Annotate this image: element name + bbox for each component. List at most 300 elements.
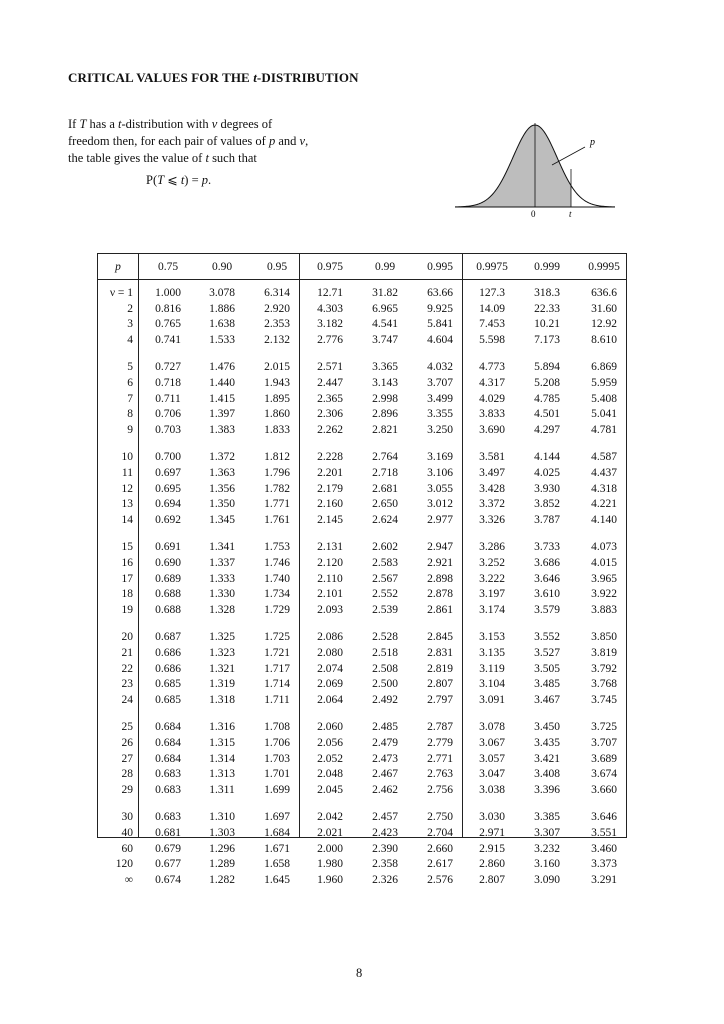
table-cell: 0.692 [155, 514, 181, 527]
table-cell: 2.228 [317, 451, 343, 464]
table-cell: 1.311 [209, 784, 235, 797]
table-cell: 2.473 [372, 752, 398, 765]
table-cell: 0.690 [155, 557, 181, 569]
table-cell: 3.428 [479, 482, 505, 495]
table-cell: 3.143 [372, 377, 398, 389]
table-cell: 2.860 [479, 858, 505, 871]
table-cell: 1.706 [264, 737, 290, 749]
table-cell: 2.571 [317, 361, 343, 374]
table-cell: 0.683 [155, 784, 181, 797]
table-cell: 2.080 [317, 647, 343, 659]
table-cell: 0.741 [155, 334, 181, 347]
table-cell: 3.135 [479, 647, 505, 659]
table-cell: 3.725 [591, 721, 617, 734]
table-cell: 0.688 [155, 588, 181, 601]
table-cell: 31.82 [372, 287, 398, 299]
table-cell: 2.492 [372, 694, 398, 707]
table-cell: 2.861 [427, 604, 453, 617]
table-cell: 1.440 [209, 377, 235, 389]
table-cell: 1.337 [209, 557, 235, 569]
table-cell: 2.971 [479, 827, 505, 839]
table-cell: 2.056 [317, 737, 343, 749]
critical-values-table [97, 253, 627, 887]
table-cell: 0.697 [155, 467, 181, 479]
table-cell: 0.691 [155, 541, 181, 554]
table-cell: 2.787 [427, 721, 453, 734]
table-cell: 1.372 [209, 451, 235, 464]
row-label-nu: 10 [121, 451, 133, 464]
table-cell: 5.408 [591, 392, 617, 405]
table-cell: 1.310 [209, 811, 235, 824]
table-cell: 0.684 [155, 752, 181, 765]
table-cell: 1.330 [209, 588, 235, 601]
table-cell: 3.435 [534, 737, 560, 749]
table-cell: 1.771 [264, 498, 290, 511]
intro-line-2: freedom then, for each pair of values of p and ν, [68, 134, 309, 148]
table-cell: 2.064 [317, 694, 343, 707]
table-cell: 1.782 [264, 482, 290, 495]
table-cell: 1.316 [209, 721, 235, 734]
table-cell: 3.385 [534, 811, 560, 824]
table-cell: 2.093 [317, 604, 343, 617]
table-cell: 4.587 [591, 451, 617, 464]
table-cell: 0.681 [155, 827, 181, 839]
table-cell: 1.282 [209, 874, 235, 887]
table-cell: 1.321 [209, 662, 235, 675]
table-cell: 2.500 [372, 678, 398, 691]
table-cell: 2.583 [372, 557, 398, 569]
table-cell: 2.120 [317, 557, 343, 569]
table-cell: 3.690 [479, 424, 505, 437]
table-cell: 3.922 [591, 588, 617, 601]
table-cell: 2.624 [372, 514, 398, 527]
table-cell: 3.499 [427, 392, 453, 405]
table-cell: 2.528 [372, 631, 398, 644]
table-cell: 1.356 [209, 482, 235, 495]
table-cell: 2.457 [372, 811, 398, 824]
table-cell: 2.365 [317, 392, 343, 405]
table-cell: 2.718 [372, 467, 398, 479]
table-cell: 3.307 [534, 827, 560, 839]
row-label-nu: 8 [127, 408, 133, 421]
table-cell: 3.850 [591, 631, 617, 644]
table-cell: 3.222 [479, 572, 505, 585]
table-cell: 1.960 [317, 874, 343, 887]
row-label-nu: 19 [121, 604, 133, 617]
table-cell: 3.579 [534, 604, 560, 617]
table-cell: 2.423 [372, 827, 398, 839]
row-label-nu: 24 [121, 694, 133, 707]
table-cell: 3.153 [479, 631, 505, 644]
table-cell: 3.047 [479, 768, 505, 781]
table-cell: 3.182 [317, 318, 343, 331]
table-cell: 3.365 [372, 361, 398, 374]
table-cell: 1.645 [264, 874, 290, 887]
table-cell: 0.684 [155, 737, 181, 749]
table-cell: 1.000 [155, 287, 181, 299]
table-cell: 3.527 [534, 647, 560, 659]
header-p-value: 0.9975 [476, 261, 508, 273]
table-cell: 6.869 [591, 361, 617, 374]
table-cell: 1.341 [209, 541, 235, 554]
row-label-nu: 25 [121, 721, 133, 734]
row-label-nu: 22 [121, 662, 133, 675]
table-cell: 1.703 [264, 752, 290, 765]
table-cell: 1.533 [209, 334, 235, 347]
intro-line-3: the table gives the value of t such that [68, 151, 257, 165]
table-cell: 3.197 [479, 588, 505, 601]
table-cell: 3.396 [534, 784, 560, 797]
table-cell: 2.042 [317, 811, 343, 824]
table-cell: 3.733 [534, 541, 560, 554]
table-cell: 0.765 [155, 318, 181, 331]
table-cell: 1.886 [209, 302, 235, 315]
table-cell: 0.703 [155, 424, 181, 437]
table-cell: 3.373 [591, 858, 617, 871]
table-cell: 1.684 [264, 827, 290, 839]
table-cell: 2.771 [427, 752, 453, 765]
table-cell: 2.518 [372, 647, 398, 659]
table-cell: 3.646 [534, 572, 560, 585]
table-cell: 63.66 [427, 287, 453, 299]
row-label-nu: 21 [121, 647, 133, 659]
table-cell: 3.852 [534, 498, 560, 511]
table-cell: 2.681 [372, 482, 398, 495]
row-label-nu: 20 [121, 631, 133, 644]
table-cell: 3.057 [479, 752, 505, 765]
table-cell: 2.920 [264, 302, 290, 315]
column-divider [138, 254, 139, 837]
table-cell: 3.610 [534, 588, 560, 601]
table-cell: 2.539 [372, 604, 398, 617]
row-label-nu: 9 [127, 424, 133, 437]
label-t: t [569, 209, 572, 219]
table-cell: 4.541 [372, 318, 398, 331]
table-cell: 2.764 [372, 451, 398, 464]
table-cell: 0.689 [155, 572, 181, 585]
table-cell: 1.671 [264, 842, 290, 855]
table-cell: 12.71 [317, 287, 343, 299]
row-label-nu: ν = 1 [109, 287, 133, 299]
table-cell: 4.297 [534, 424, 560, 437]
row-label-nu: 30 [121, 811, 133, 824]
table-cell: 1.289 [209, 858, 235, 871]
table-cell: 3.119 [479, 662, 505, 675]
table-cell: 2.756 [427, 784, 453, 797]
table-cell: 2.131 [317, 541, 343, 554]
header-p-value: 0.99 [374, 261, 396, 273]
table-cell: 2.045 [317, 784, 343, 797]
table-cell: 1.721 [264, 647, 290, 659]
table-cell: 9.925 [427, 302, 453, 315]
table-cell: 3.930 [534, 482, 560, 495]
table-cell: 4.437 [591, 467, 617, 479]
row-label-nu: 60 [121, 842, 133, 855]
table-cell: 1.714 [264, 678, 290, 691]
table-cell: 2.750 [427, 811, 453, 824]
table-cell: 2.069 [317, 678, 343, 691]
table-cell: 6.314 [264, 287, 290, 299]
table-cell: 3.965 [591, 572, 617, 585]
table-cell: 1.325 [209, 631, 235, 644]
table-cell: 0.700 [155, 451, 181, 464]
row-label-nu: 14 [121, 514, 133, 527]
table-cell: 4.773 [479, 361, 505, 374]
table-cell: 3.497 [479, 467, 505, 479]
table-cell: 1.711 [264, 694, 290, 707]
table-cell: 3.551 [591, 827, 617, 839]
table-cell: 1.860 [264, 408, 290, 421]
table-cell: 3.646 [591, 811, 617, 824]
header-p-value: 0.95 [266, 261, 288, 273]
table-cell: 2.915 [479, 842, 505, 855]
table-cell: 1.725 [264, 631, 290, 644]
table-cell: 3.707 [591, 737, 617, 749]
table-cell: 4.015 [591, 557, 617, 569]
table-cell: 3.689 [591, 752, 617, 765]
row-label-nu: 17 [121, 572, 133, 585]
row-label-nu: 4 [127, 334, 133, 347]
table-cell: 2.821 [372, 424, 398, 437]
table-cell: 3.106 [427, 467, 453, 479]
table-cell: 3.372 [479, 498, 505, 511]
table-cell: 1.323 [209, 647, 235, 659]
table-cell: 318.3 [534, 287, 560, 299]
table-cell: 1.328 [209, 604, 235, 617]
table-cell: 2.660 [427, 842, 453, 855]
table-cell: 1.734 [264, 588, 290, 601]
table-cell: 3.467 [534, 694, 560, 707]
label-zero: 0 [531, 209, 536, 219]
intro-text [68, 116, 368, 167]
table-cell: 1.313 [209, 768, 235, 781]
header-p-value: 0.90 [211, 261, 233, 273]
table-cell: 2.390 [372, 842, 398, 855]
table-cell: 3.581 [479, 451, 505, 464]
table-cell: 3.250 [427, 424, 453, 437]
table-cell: 2.048 [317, 768, 343, 781]
table-cell: 31.60 [591, 302, 617, 315]
table-cell: 3.078 [209, 287, 235, 299]
table-cell: 1.333 [209, 572, 235, 585]
table-cell: 2.508 [372, 662, 398, 675]
table-cell: 2.552 [372, 588, 398, 601]
table-cell: 1.363 [209, 467, 235, 479]
table-cell: 2.831 [427, 647, 453, 659]
row-label-nu: 28 [121, 768, 133, 781]
table-cell: 2.977 [427, 514, 453, 527]
table-cell: 3.232 [534, 842, 560, 855]
table-cell: 1.943 [264, 377, 290, 389]
table-cell: 1.638 [209, 318, 235, 331]
table-cell: 3.792 [591, 662, 617, 675]
table-cell: 0.695 [155, 482, 181, 495]
table-cell: 0.685 [155, 694, 181, 707]
table-cell: 1.658 [264, 858, 290, 871]
table-cell: 4.781 [591, 424, 617, 437]
table-cell: 1.415 [209, 392, 235, 405]
table-cell: 2.086 [317, 631, 343, 644]
table-cell: 4.303 [317, 302, 343, 315]
table-cell: 2.998 [372, 392, 398, 405]
table-cell: 2.462 [372, 784, 398, 797]
table-cell: 0.706 [155, 408, 181, 421]
table-cell: 2.898 [427, 572, 453, 585]
table-cell: 2.779 [427, 737, 453, 749]
table-cell: 1.753 [264, 541, 290, 554]
table-cell: 2.704 [427, 827, 453, 839]
table-cell: 3.252 [479, 557, 505, 569]
table-cell: 14.09 [479, 302, 505, 315]
table-cell: 5.041 [591, 408, 617, 421]
header-p-value: 0.995 [427, 261, 453, 273]
table-cell: 10.21 [534, 318, 560, 331]
table-cell: 2.160 [317, 498, 343, 511]
table-cell: 2.110 [317, 572, 343, 585]
table-cell: 2.921 [427, 557, 453, 569]
table-cell: 5.841 [427, 318, 453, 331]
table-cell: 2.101 [317, 588, 343, 601]
table-cell: 4.032 [427, 361, 453, 374]
table-cell: 4.317 [479, 377, 505, 389]
table-cell: 1.729 [264, 604, 290, 617]
table-cell: 1.699 [264, 784, 290, 797]
table-cell: 3.012 [427, 498, 453, 511]
row-label-nu: 11 [121, 467, 133, 479]
table-cell: 2.358 [372, 858, 398, 871]
table-cell: 3.883 [591, 604, 617, 617]
table-cell: 5.208 [534, 377, 560, 389]
table-cell: 3.408 [534, 768, 560, 781]
table-cell: 3.078 [479, 721, 505, 734]
table-cell: 2.353 [264, 318, 290, 331]
table-cell: 2.763 [427, 768, 453, 781]
table-cell: 3.460 [591, 842, 617, 855]
table-cell: 2.617 [427, 858, 453, 871]
row-label-nu: 12 [121, 482, 133, 495]
table-cell: 0.687 [155, 631, 181, 644]
table-cell: 3.686 [534, 557, 560, 569]
table-cell: 1.296 [209, 842, 235, 855]
shaded-area [455, 125, 571, 207]
table-cell: 1.383 [209, 424, 235, 437]
table-cell: 4.140 [591, 514, 617, 527]
row-label-nu: 7 [127, 392, 133, 405]
table-cell: 3.067 [479, 737, 505, 749]
table-cell: 2.567 [372, 572, 398, 585]
table-cell: 3.674 [591, 768, 617, 781]
table-cell: 127.3 [479, 287, 505, 299]
table-cell: 4.318 [591, 482, 617, 495]
table-cell: 0.677 [155, 858, 181, 871]
table-cell: 5.959 [591, 377, 617, 389]
row-label-nu: 26 [121, 737, 133, 749]
page-number: 8 [356, 966, 363, 980]
table-cell: 1.315 [209, 737, 235, 749]
table-cell: 1.701 [264, 768, 290, 781]
table-cell: 2.485 [372, 721, 398, 734]
table-cell: 2.074 [317, 662, 343, 675]
row-label-nu: 27 [121, 752, 133, 765]
table-cell: 1.746 [264, 557, 290, 569]
table-cell: 2.776 [317, 334, 343, 347]
table-cell: 2.947 [427, 541, 453, 554]
table-cell: 3.038 [479, 784, 505, 797]
table-cell: 8.610 [591, 334, 617, 347]
table-cell: 2.479 [372, 737, 398, 749]
table-cell: 12.92 [591, 318, 617, 331]
table-cell: 3.169 [427, 451, 453, 464]
table-cell: 1.708 [264, 721, 290, 734]
table-cell: 0.683 [155, 768, 181, 781]
table-cell: 6.965 [372, 302, 398, 315]
table-cell: 1.314 [209, 752, 235, 765]
header-p-value: 0.75 [157, 261, 179, 273]
table-cell: 4.025 [534, 467, 560, 479]
table-cell: 3.286 [479, 541, 505, 554]
header-p: p [115, 261, 121, 273]
table-cell: 2.602 [372, 541, 398, 554]
table-cell: 2.145 [317, 514, 343, 527]
table-cell: 0.688 [155, 604, 181, 617]
table-cell: 3.485 [534, 678, 560, 691]
row-label-nu: 3 [127, 318, 133, 331]
table-cell: 2.807 [479, 874, 505, 887]
table-cell: 0.685 [155, 678, 181, 691]
table-cell: 2.179 [317, 482, 343, 495]
table-cell: 4.604 [427, 334, 453, 347]
table-cell: 2.060 [317, 721, 343, 734]
table-cell: 1.350 [209, 498, 235, 511]
t-distribution-figure [455, 115, 615, 220]
table-cell: 1.319 [209, 678, 235, 691]
table-cell: 2.306 [317, 408, 343, 421]
table-cell: 3.160 [534, 858, 560, 871]
table-cell: 0.679 [155, 842, 181, 855]
label-p: p [590, 137, 595, 148]
row-label-nu: 23 [121, 678, 133, 691]
table-cell: 2.896 [372, 408, 398, 421]
table-cell: 0.683 [155, 811, 181, 824]
table-cell: 3.174 [479, 604, 505, 617]
table-cell: 3.787 [534, 514, 560, 527]
table-cell: 5.598 [479, 334, 505, 347]
table-cell: 3.055 [427, 482, 453, 495]
table-cell: 3.421 [534, 752, 560, 765]
row-label-nu: 13 [121, 498, 133, 511]
table-cell: 3.552 [534, 631, 560, 644]
table-cell: 0.674 [155, 874, 181, 887]
table-cell: 3.833 [479, 408, 505, 421]
table-cell: 3.355 [427, 408, 453, 421]
row-label-nu: 2 [127, 302, 133, 315]
probability-formula: P(T ⩽ t) = p. [146, 173, 212, 187]
table-cell: 3.030 [479, 811, 505, 824]
table-cell: 2.878 [427, 588, 453, 601]
table-cell: 4.785 [534, 392, 560, 405]
table-cell: 3.291 [591, 874, 617, 887]
row-label-nu: 29 [121, 784, 133, 797]
table-cell: 4.144 [534, 451, 560, 464]
table-cell: 0.684 [155, 721, 181, 734]
table-cell: 1.397 [209, 408, 235, 421]
table-cell: 0.718 [155, 377, 181, 389]
table-cell: 2.021 [317, 827, 343, 839]
table-cell: 1.895 [264, 392, 290, 405]
table-cell: 4.221 [591, 498, 617, 511]
row-label-nu: 40 [121, 827, 133, 839]
row-label-nu: 6 [127, 377, 133, 389]
